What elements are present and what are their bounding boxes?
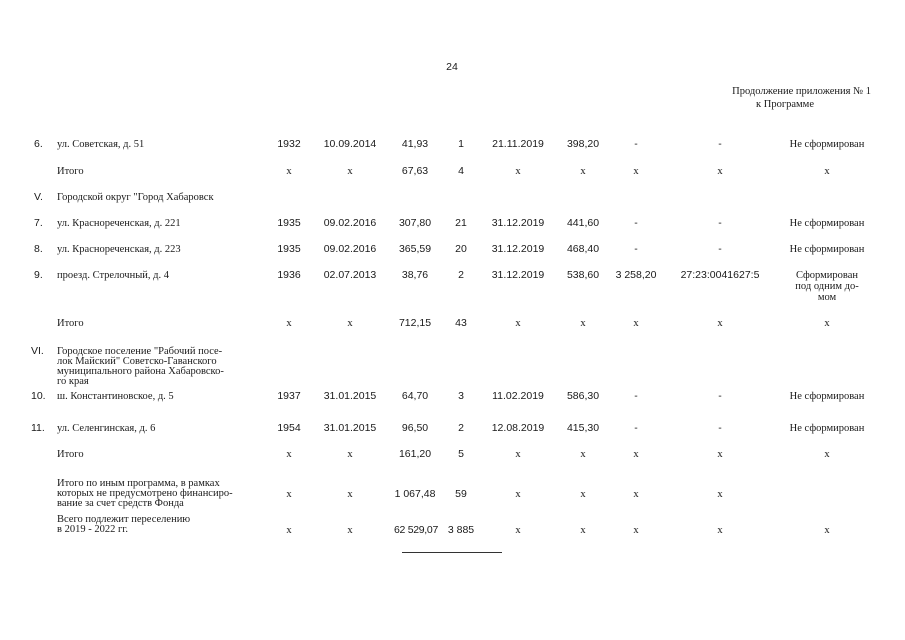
people-count: 1 [458, 138, 464, 150]
grand-total-label-line-1: Всего подлежит переселению [57, 514, 191, 525]
planned-date: 12.08.2019 [491, 422, 545, 434]
cost: 398,20 [566, 138, 600, 150]
cadastral-number: - [718, 243, 722, 255]
people-count: 59 [455, 488, 467, 500]
other-programs-label-line-1: Итого по иным программа, в рамках [57, 478, 220, 489]
address: ул. Краснореченская, д. 221 [57, 218, 181, 229]
subtotal-label: Итого [57, 449, 84, 460]
area: 307,80 [398, 217, 432, 229]
cost: 538,60 [566, 269, 600, 281]
cost: х [580, 166, 586, 177]
address: ул. Советская, д. 51 [57, 139, 145, 150]
land-status: Не сформирован [789, 244, 865, 255]
cost: 468,40 [566, 243, 600, 255]
other-programs-label-line-3: вание за счет средств Фонда [57, 498, 184, 509]
cost: х [580, 489, 586, 500]
area: 161,20 [398, 448, 432, 460]
year: 1937 [277, 390, 301, 402]
grand-total-label-line-2: в 2019 - 2022 гг. [57, 524, 129, 535]
area: 67,63 [401, 165, 429, 177]
area: 41,93 [401, 138, 429, 150]
cadastral-number: - [718, 390, 722, 402]
recognition-date: х [347, 318, 353, 329]
program-reference: к Программе [756, 99, 814, 110]
section-number: VI. [31, 345, 44, 357]
subtotal-label: Итого [57, 166, 84, 177]
land-status: х [824, 318, 830, 329]
cadastral-number: х [717, 489, 723, 500]
year: 1935 [277, 217, 301, 229]
planned-date: 11.02.2019 [492, 390, 544, 402]
planned-date: х [515, 449, 521, 460]
people-count: 3 [458, 390, 464, 402]
land-area: х [633, 449, 639, 460]
people-count: 5 [458, 448, 464, 460]
area: 96,50 [401, 422, 429, 434]
address: проезд. Стрелочный, д. 4 [57, 270, 169, 281]
land-area: х [633, 489, 639, 500]
recognition-date: х [347, 166, 353, 177]
row-number: 8. [34, 243, 43, 255]
recognition-date: 31.01.2015 [323, 390, 377, 402]
land-status: х [824, 525, 830, 536]
area: 712,15 [398, 317, 432, 329]
row-number: 7. [34, 217, 43, 229]
planned-date: х [515, 489, 521, 500]
footnote-separator [402, 552, 502, 553]
address: ул. Селенгинская, д. 6 [57, 423, 156, 434]
year: х [286, 525, 292, 536]
cost: 586,30 [566, 390, 600, 402]
section-title-line-2: лок Майский" Советско-Гаванского [57, 356, 217, 367]
cadastral-number: - [718, 217, 722, 229]
year: 1935 [277, 243, 301, 255]
people-count: 21 [455, 217, 467, 229]
land-status-line-1: Сформирован [795, 270, 859, 281]
planned-date: 31.12.2019 [491, 243, 545, 255]
year: х [286, 449, 292, 460]
land-area: - [634, 422, 638, 434]
planned-date: х [515, 525, 521, 536]
cost: х [580, 318, 586, 329]
year: 1954 [277, 422, 301, 434]
recognition-date: 09.02.2016 [323, 243, 377, 255]
cadastral-number: - [718, 422, 722, 434]
cost: х [580, 525, 586, 536]
people-count: 2 [458, 422, 464, 434]
year: х [286, 489, 292, 500]
planned-date: 31.12.2019 [491, 269, 545, 281]
year: 1936 [277, 269, 301, 281]
land-area: 3 258,20 [615, 269, 657, 281]
area: 365,59 [398, 243, 432, 255]
cadastral-number: х [717, 449, 723, 460]
land-status: Не сформирован [789, 423, 865, 434]
people-count: 2 [458, 269, 464, 281]
section-title: Городской округ "Город Хабаровск [57, 192, 214, 203]
other-programs-label-line-2: которых не предусмотрено финансиро- [57, 488, 233, 499]
page-number: 24 [446, 61, 458, 73]
area: 38,76 [401, 269, 429, 281]
planned-date: 21.11.2019 [492, 138, 544, 150]
land-status: Не сформирован [789, 218, 865, 229]
area: 62 529,07 [393, 524, 439, 536]
row-number: 10. [31, 390, 46, 402]
year: 1932 [277, 138, 301, 150]
area: 64,70 [401, 390, 429, 402]
planned-date: х [515, 166, 521, 177]
subtotal-label: Итого [57, 318, 84, 329]
address: ул. Краснореченская, д. 223 [57, 244, 181, 255]
land-area: - [634, 138, 638, 150]
cadastral-number: 27:23:0041627:5 [680, 269, 760, 281]
recognition-date: х [347, 489, 353, 500]
people-count: 3 885 [447, 524, 475, 536]
section-title-line-3: муниципального района Хабаровско- [57, 366, 224, 377]
cadastral-number: х [717, 525, 723, 536]
land-area: - [634, 243, 638, 255]
planned-date: 31.12.2019 [491, 217, 545, 229]
land-status: х [824, 449, 830, 460]
recognition-date: х [347, 449, 353, 460]
land-status: х [824, 166, 830, 177]
appendix-continuation: Продолжение приложения № 1 [732, 86, 871, 97]
cost: 415,30 [566, 422, 600, 434]
address: ш. Константиновское, д. 5 [57, 391, 174, 402]
land-status: Не сформирован [789, 391, 865, 402]
cost: х [580, 449, 586, 460]
recognition-date: 10.09.2014 [323, 138, 377, 150]
row-number: 9. [34, 269, 43, 281]
cadastral-number: - [718, 138, 722, 150]
section-number: V. [34, 191, 43, 203]
section-title-line-1: Городское поселение "Рабочий посе- [57, 346, 223, 357]
planned-date: х [515, 318, 521, 329]
year: х [286, 318, 292, 329]
people-count: 43 [455, 317, 467, 329]
land-area: х [633, 166, 639, 177]
cadastral-number: х [717, 166, 723, 177]
land-area: х [633, 318, 639, 329]
land-area: х [633, 525, 639, 536]
cost: 441,60 [566, 217, 600, 229]
row-number: 6. [34, 138, 43, 150]
recognition-date: 02.07.2013 [323, 269, 377, 281]
section-title-line-4: го края [57, 376, 89, 387]
cadastral-number: х [717, 318, 723, 329]
people-count: 4 [458, 165, 464, 177]
land-area: - [634, 390, 638, 402]
recognition-date: 09.02.2016 [323, 217, 377, 229]
land-status-line-2: под одним до- [795, 281, 859, 292]
land-area: - [634, 217, 638, 229]
row-number: 11. [31, 422, 45, 434]
recognition-date: х [347, 525, 353, 536]
area: 1 067,48 [394, 488, 436, 500]
recognition-date: 31.01.2015 [323, 422, 377, 434]
people-count: 20 [455, 243, 467, 255]
land-status: Не сформирован [789, 139, 865, 150]
land-status-line-3: мом [817, 292, 837, 303]
year: х [286, 166, 292, 177]
